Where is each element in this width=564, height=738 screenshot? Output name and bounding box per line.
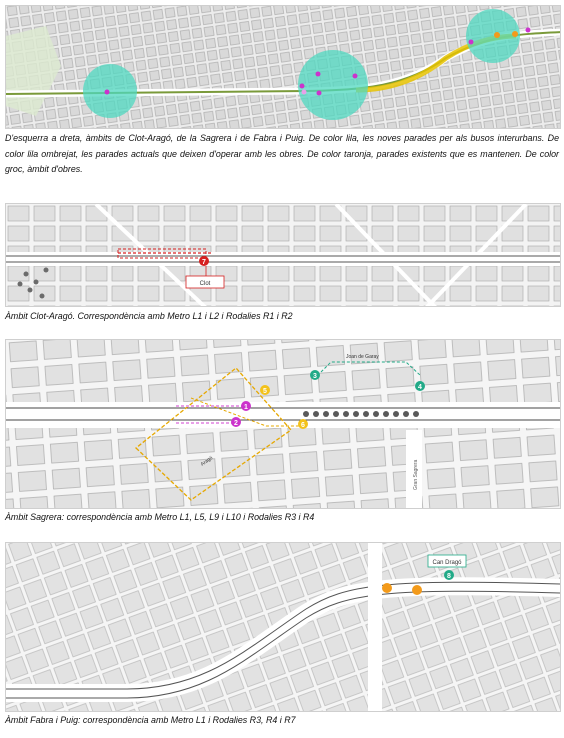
- sagrera-map-drawing: [6, 340, 561, 509]
- sagrera-marker-4: [415, 381, 425, 391]
- sagrera-street-label-arago: Aragó: [199, 455, 215, 468]
- fabra-marker-8: [444, 570, 454, 580]
- svg-text:6: 6: [301, 422, 305, 429]
- sagrera-street-label-gran-sagrera: Gran Sagrera: [413, 459, 419, 490]
- fabra-kept-stop-1: [382, 583, 392, 593]
- zone-circle-fabra: [466, 9, 520, 63]
- svg-text:4: 4: [418, 384, 422, 391]
- clot-station-label: Clot: [199, 281, 211, 287]
- clot-arago-map-drawing: [6, 204, 561, 307]
- clot-arago-caption: Àmbit Clot-Aragó. Correspondència amb Metro L1 i L2 i Rodalies R1 i R2: [5, 311, 293, 321]
- fabra-puig-map-drawing: [6, 543, 561, 712]
- sagrera-marker-2: [231, 417, 241, 427]
- svg-text:3: 3: [313, 373, 317, 380]
- sagrera-caption: Àmbit Sagrera: correspondència amb Metro L1, L5, L9 i L10 i Rodalies R3 i R4: [5, 512, 315, 522]
- overview-map: [5, 5, 561, 129]
- overview-caption: D'esquerra a dreta, àmbits de Clot-Aragó, de la Sagrera i de Fabra i Puig. De color lila, les noves parades per als busos interurbans. De color lila ombrejat, les parades actuals que deixen d'operar amb les obres. De color taronja, parades existents que es mantenen. De color groc, àmbit d'obres.: [5, 133, 559, 174]
- sagrera-marker-6: [298, 419, 308, 429]
- overview-map-drawing: [6, 6, 561, 129]
- sagrera-marker-5: [260, 385, 270, 395]
- fabra-kept-stop-2: [412, 585, 422, 595]
- sagrera-marker-1: [241, 401, 251, 411]
- clot-arago-map: [5, 203, 561, 307]
- svg-text:5: 5: [263, 388, 267, 395]
- clot-marker-number: 7: [202, 259, 206, 266]
- zone-circle-clot: [83, 64, 137, 118]
- zone-circle-sagrera: [298, 50, 368, 120]
- fabra-puig-caption: Àmbit Fabra i Puig: correspondència amb Metro L1 i Rodalies R3, R4 i R7: [5, 715, 296, 725]
- svg-text:8: 8: [447, 573, 451, 580]
- svg-text:2: 2: [234, 420, 238, 427]
- sagrera-marker-3: [310, 370, 320, 380]
- sagrera-street-label-joan-de-garay: Joan de Garay: [346, 354, 379, 360]
- fabra-puig-map: [5, 542, 561, 712]
- fabra-station-label: Can Dragó: [432, 560, 462, 566]
- sagrera-map: [5, 339, 561, 509]
- svg-text:1: 1: [244, 404, 248, 411]
